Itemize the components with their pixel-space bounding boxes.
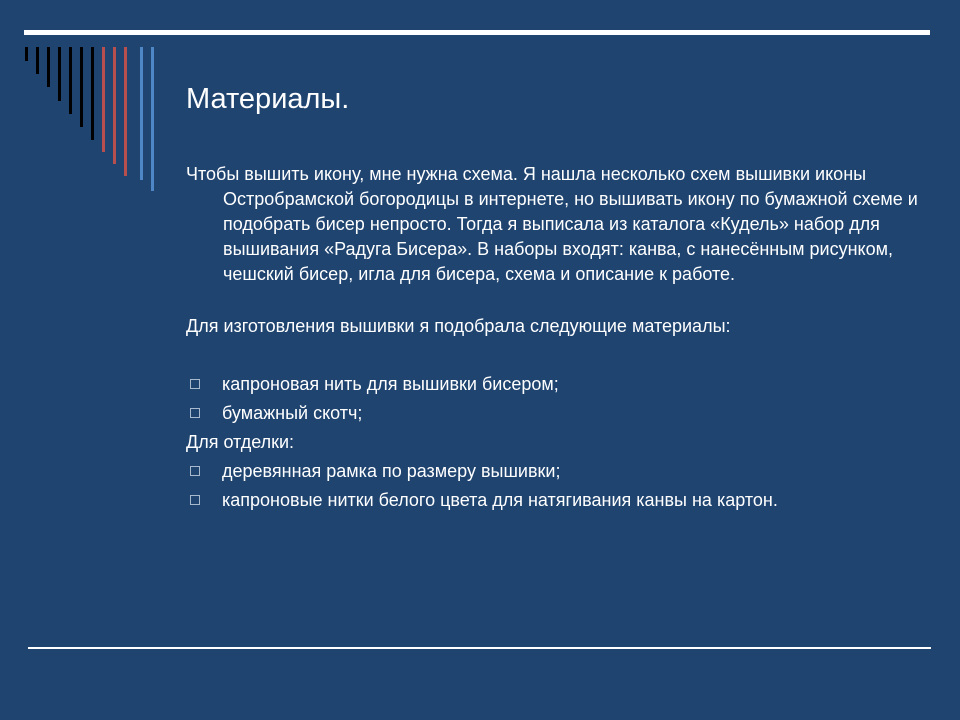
stripe-black-7 bbox=[91, 47, 94, 140]
square-bullet-icon bbox=[190, 408, 200, 418]
stripe-blue-1 bbox=[140, 47, 143, 180]
slide-title: Материалы. bbox=[186, 83, 350, 115]
list-item-text: бумажный скотч; bbox=[222, 403, 363, 423]
stripe-black-4 bbox=[58, 47, 61, 101]
square-bullet-icon bbox=[190, 495, 200, 505]
list-item bbox=[186, 457, 926, 486]
list-item bbox=[186, 370, 926, 399]
materials-intro: Для изготовления вышивки я подобрала следующие материалы: bbox=[186, 316, 731, 336]
stripe-black-2 bbox=[36, 47, 39, 74]
intro-paragraph: Чтобы вышить икону, мне нужна схема. Я нашла несколько схем вышивки иконы Остробрамской богородицы в интернете, но вышивать икону по бумажной схеме и подобрать бисер непросто. Тогда я выписала из каталога «Кудель» набор для вышивания «Радуга Бисера». В наборы входят: канва, с нанесённым рисунком, чешский бисер, игла для бисера, схема и описание к работе. bbox=[186, 164, 918, 284]
list-item-text: капроновые нитки белого цвета для натягивания канвы на картон. bbox=[222, 490, 778, 510]
list-item-text: капроновая нить для вышивки бисером; bbox=[222, 374, 559, 394]
top-rule bbox=[24, 30, 930, 35]
stripe-red-2 bbox=[113, 47, 116, 164]
bottom-rule bbox=[28, 647, 931, 649]
finishing-list bbox=[186, 457, 926, 515]
materials-list bbox=[186, 370, 926, 428]
list-item-text: деревянная рамка по размеру вышивки; bbox=[222, 461, 561, 481]
square-bullet-icon bbox=[190, 379, 200, 389]
finishing-heading: Для отделки: bbox=[186, 432, 295, 452]
list-item bbox=[186, 399, 926, 428]
square-bullet-icon bbox=[190, 466, 200, 476]
stripe-blue-2 bbox=[151, 47, 154, 191]
stripe-black-1 bbox=[25, 47, 28, 61]
stripe-red-3 bbox=[124, 47, 127, 176]
slide-body bbox=[186, 162, 926, 515]
stripe-black-5 bbox=[69, 47, 72, 114]
stripe-black-3 bbox=[47, 47, 50, 87]
list-item bbox=[186, 486, 926, 515]
stripe-red-1 bbox=[102, 47, 105, 152]
stripe-black-6 bbox=[80, 47, 83, 127]
